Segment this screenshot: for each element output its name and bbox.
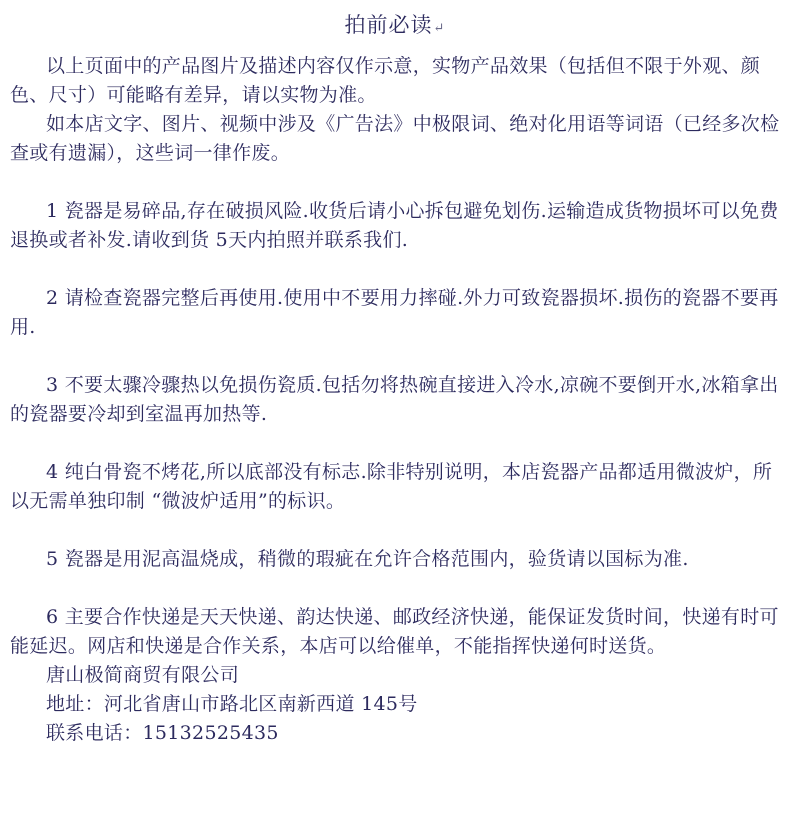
intro-paragraph-1: 以上页面中的产品图片及描述内容仅作示意，实物产品效果（包括但不限于外观、颜色、尺寸）可能略有差异，请以实物为准。 — [10, 55, 761, 106]
spacer — [10, 342, 780, 371]
notice-title-text: 拍前必读 — [344, 13, 433, 37]
spacer — [10, 168, 780, 197]
spacer — [10, 255, 780, 284]
intro-paragraph-2: 如本店文字、图片、视频中涉及《广告法》中极限词、绝对化用语等词语（已经多次检查或有遗漏），这些词一律作废。 — [10, 113, 780, 164]
notice-item-4: 4 纯白骨瓷不烤花,所以底部没有标志.除非特别说明，本店瓷器产品都适用微波炉，所以无需单独印制 “微波炉适用”的标识。 — [10, 461, 773, 512]
spacer — [10, 429, 780, 458]
notice-item-6: 6 主要合作快递是天天快递、韵达快递、邮政经济快递，能保证发货时间，快递有时可能延迟。网店和快递是合作关系，本店可以给催单，不能指挥快递何时送货。 — [10, 606, 779, 657]
company-address: 地址：河北省唐山市路北区南新西道 145号 — [46, 693, 418, 715]
company-phone: 联系电话：15132525435 — [46, 722, 279, 744]
notice-item-3: 3 不要太骤冷骤热以免损伤瓷质.包括勿将热碗直接进入冷水,凉碗不要倒开水,冰箱拿出的瓷器要冷却到室温再加热等. — [10, 374, 779, 425]
spacer — [10, 516, 780, 545]
return-mark-icon: ↵ — [433, 21, 446, 36]
notice-item-5: 5 瓷器是用泥高温烧成，稍微的瑕疵在允许合格范围内，验货请以国标为准. — [46, 548, 689, 570]
company-name: 唐山极简商贸有限公司 — [46, 664, 240, 686]
notice-item-1: 1 瓷器是易碎品,存在破损风险.收货后请小心拆包避免划伤.运输造成货物损坏可以免费退换或者补发.请收到货 5天内拍照并联系我们. — [10, 200, 779, 251]
notice-title — [10, 10, 780, 44]
notice-item-2: 2 请检查瓷器完整后再使用.使用中不要用力摔碰.外力可致瓷器损坏.损伤的瓷器不要再用. — [10, 287, 779, 338]
spacer — [10, 574, 780, 603]
